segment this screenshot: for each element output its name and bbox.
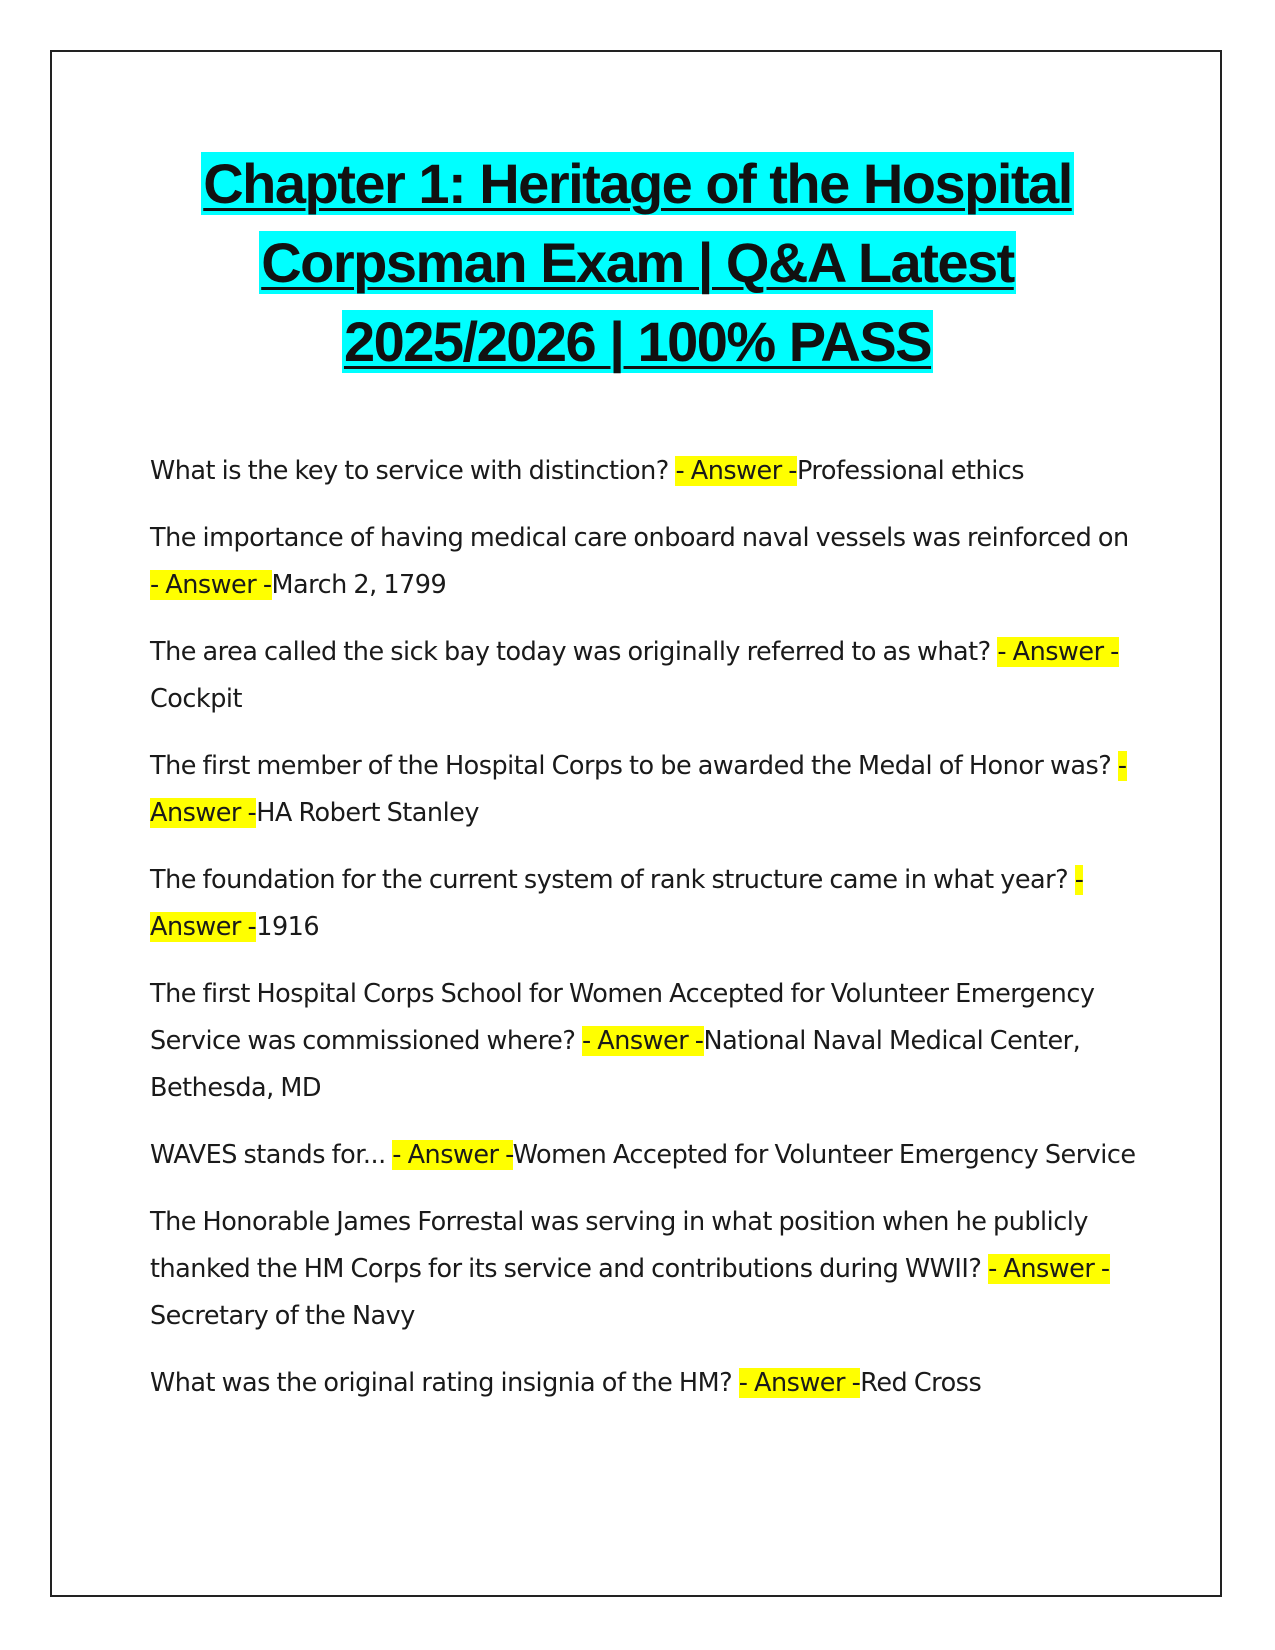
qa-list bbox=[150, 448, 1140, 1427]
answer-text: National Naval Medical Center, Bethesda, MD bbox=[150, 1026, 1081, 1103]
question-text: The Honorable James Forrestal was serving in what position when he publicly thanked the HM Corps for its service and contributions during WWII? bbox=[150, 1207, 1088, 1284]
question-text: What was the original rating insignia of the HM? bbox=[150, 1368, 739, 1398]
question-text: What is the key to service with distinction? bbox=[150, 456, 676, 486]
title-line: 2025/2026 | 100% PASS bbox=[343, 310, 932, 373]
answer-text: March 2, 1799 bbox=[271, 570, 447, 600]
qa-item bbox=[150, 857, 1140, 951]
answer-marker: - Answer - bbox=[581, 1026, 704, 1056]
answer-marker: - Answer - bbox=[738, 1368, 861, 1398]
title-line: Corpsman Exam | Q&A Latest bbox=[261, 231, 1014, 294]
answer-marker: - Answer - bbox=[150, 751, 1127, 828]
answer-text: Women Accepted for Volunteer Emergency Service bbox=[512, 1140, 1136, 1170]
question-text: WAVES stands for... bbox=[150, 1140, 393, 1170]
document-title bbox=[130, 144, 1145, 381]
question-text: The foundation for the current system of rank structure came in what year? bbox=[150, 865, 1075, 895]
answer-marker: - Answer - bbox=[988, 1254, 1110, 1284]
answer-text: Red Cross bbox=[860, 1368, 982, 1398]
question-text: The importance of having medical care onboard naval vessels was reinforced on bbox=[150, 523, 1129, 553]
answer-marker: - Answer - bbox=[997, 637, 1119, 667]
question-text: The first Hospital Corps School for Women Accepted for Volunteer Emergency Service was commissioned where? bbox=[150, 979, 1095, 1056]
answer-marker: - Answer - bbox=[150, 570, 272, 600]
answer-text: Secretary of the Navy bbox=[150, 1301, 415, 1331]
qa-item bbox=[150, 1199, 1140, 1340]
qa-item bbox=[150, 971, 1140, 1112]
answer-text: Cockpit bbox=[150, 684, 242, 714]
qa-item bbox=[150, 515, 1140, 609]
answer-marker: - Answer - bbox=[675, 456, 797, 486]
answer-marker: - Answer - bbox=[392, 1140, 513, 1170]
qa-item bbox=[150, 1132, 1140, 1179]
question-text: The first member of the Hospital Corps to be awarded the Medal of Honor was? bbox=[150, 751, 1118, 781]
qa-item bbox=[150, 629, 1140, 723]
qa-item bbox=[150, 448, 1140, 495]
answer-text: HA Robert Stanley bbox=[256, 798, 479, 828]
answer-marker: - Answer - bbox=[150, 865, 1084, 942]
title-line: Chapter 1: Heritage of the Hospital bbox=[203, 152, 1072, 215]
qa-item bbox=[150, 743, 1140, 837]
answer-text: Professional ethics bbox=[797, 456, 1025, 486]
answer-text: 1916 bbox=[256, 912, 320, 942]
question-text: The area called the sick bay today was originally referred to as what? bbox=[150, 637, 998, 667]
qa-item bbox=[150, 1360, 1140, 1407]
